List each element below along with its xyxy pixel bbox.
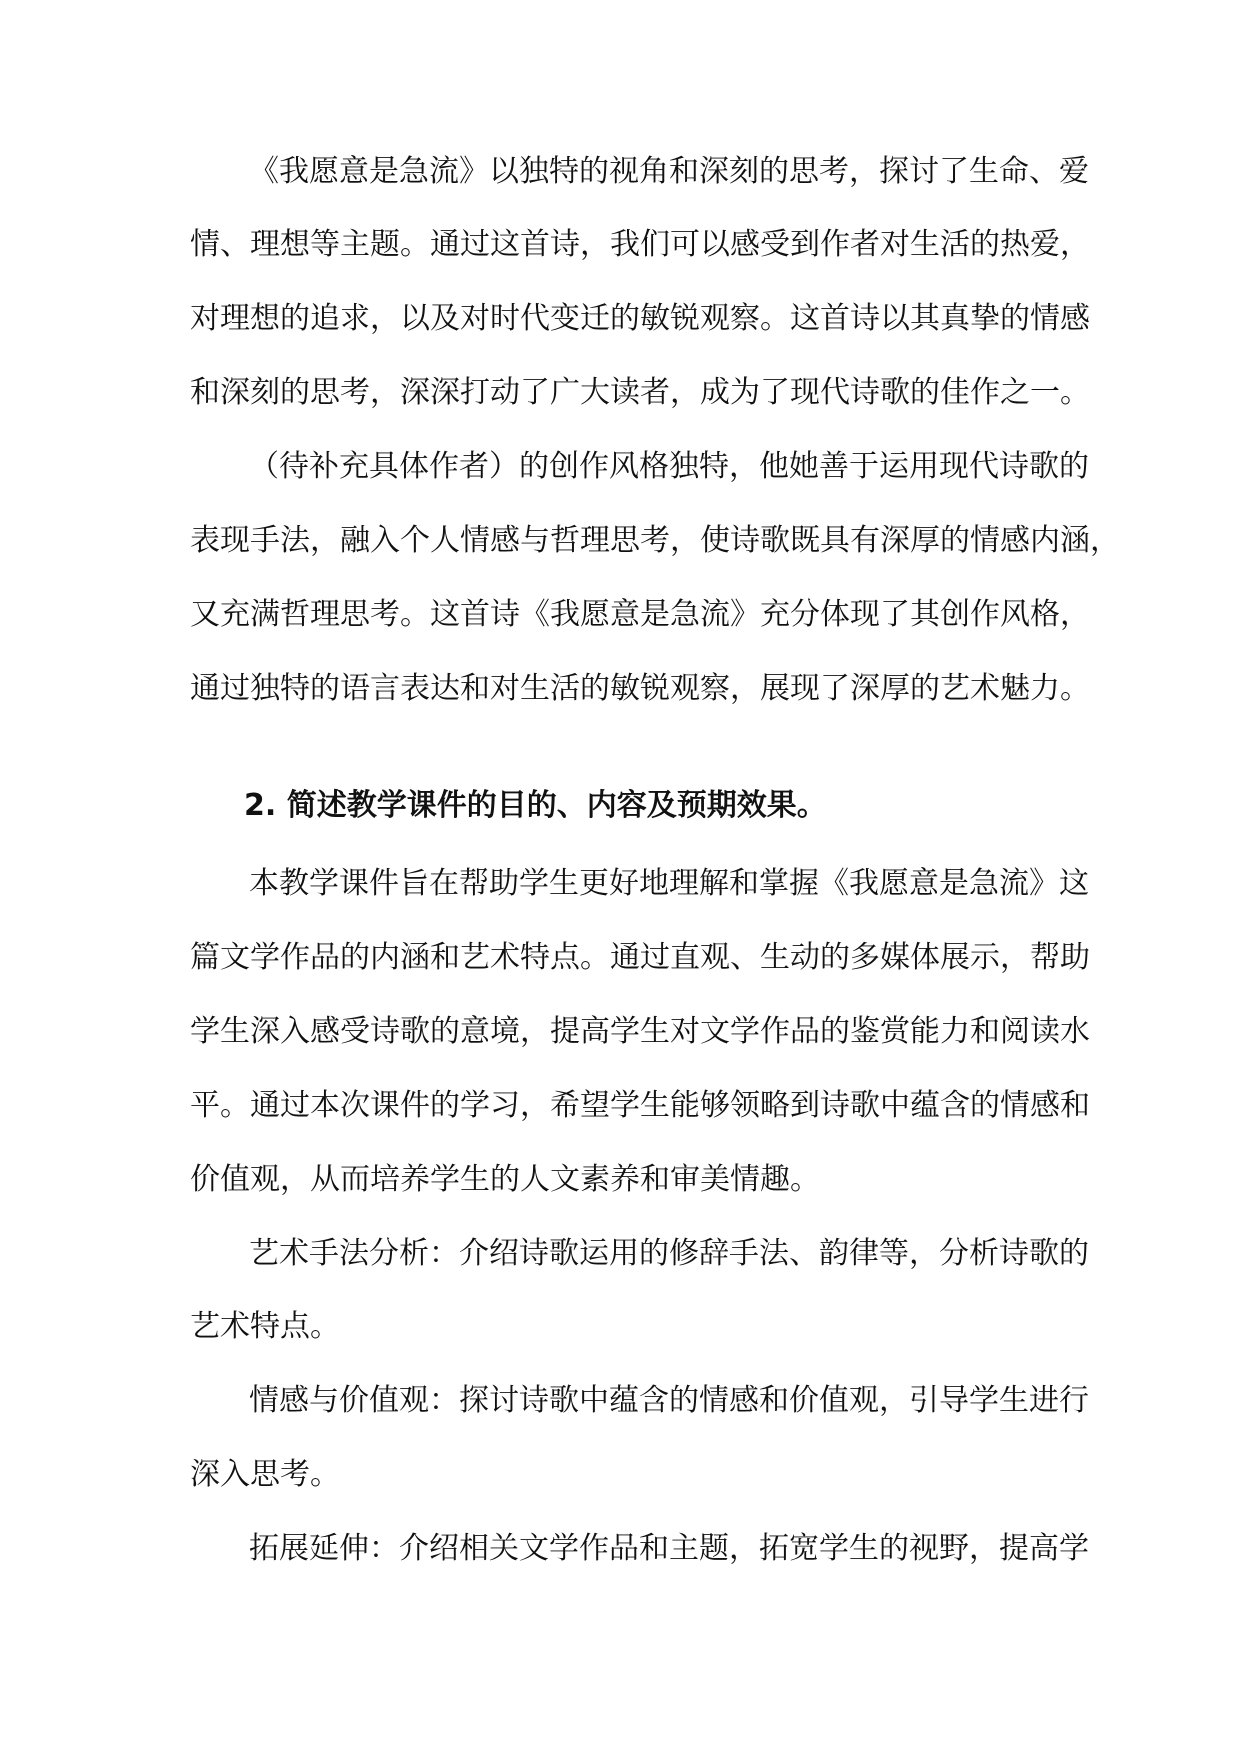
paragraph-1-line-4: 和深刻的思考，深深打动了广大读者，成为了现代诗歌的佳作之一。: [190, 375, 1090, 410]
paragraph-1-line-1: 《我愿意是急流》以独特的视角和深刻的思考，探讨了生命、爱: [249, 154, 1089, 189]
paragraph-1-line-2: 情、理想等主题。通过这首诗，我们可以感受到作者对生活的热爱，: [190, 227, 1090, 262]
paragraph-5-line-2: 深入思考。: [190, 1457, 340, 1492]
paragraph-2-line-1: （待补充具体作者）的创作风格独特，他她善于运用现代诗歌的: [249, 449, 1089, 484]
paragraph-4-line-2: 艺术特点。: [190, 1309, 340, 1344]
section-heading: 2. 简述教学课件的目的、内容及预期效果。: [244, 788, 827, 823]
paragraph-4-line-1: 艺术手法分析：介绍诗歌运用的修辞手法、韵律等，分析诗歌的: [249, 1236, 1089, 1271]
paragraph-1-line-3: 对理想的追求，以及对时代变迁的敏锐观察。这首诗以其真挚的情感: [190, 301, 1090, 336]
paragraph-6-line-1: 拓展延伸：介绍相关文学作品和主题，拓宽学生的视野，提高学: [249, 1531, 1089, 1566]
paragraph-2-line-3: 又充满哲理思考。这首诗《我愿意是急流》充分体现了其创作风格，: [190, 597, 1090, 632]
paragraph-3-line-3: 学生深入感受诗歌的意境，提高学生对文学作品的鉴赏能力和阅读水: [190, 1014, 1090, 1049]
paragraph-2-line-4: 通过独特的语言表达和对生活的敏锐观察，展现了深厚的艺术魅力。: [190, 671, 1090, 706]
paragraph-5-line-1: 情感与价值观：探讨诗歌中蕴含的情感和价值观，引导学生进行: [249, 1383, 1089, 1418]
paragraph-3-line-5: 价值观，从而培养学生的人文素养和审美情趣。: [190, 1162, 820, 1197]
paragraph-3-line-1: 本教学课件旨在帮助学生更好地理解和掌握《我愿意是急流》这: [249, 866, 1089, 901]
paragraph-3-line-2: 篇文学作品的内涵和艺术特点。通过直观、生动的多媒体展示，帮助: [190, 940, 1090, 975]
paragraph-2-line-2: 表现手法，融入个人情感与哲理思考，使诗歌既具有深厚的情感内涵，: [190, 523, 1120, 558]
paragraph-3-line-4: 平。通过本次课件的学习，希望学生能够领略到诗歌中蕴含的情感和: [190, 1088, 1090, 1123]
